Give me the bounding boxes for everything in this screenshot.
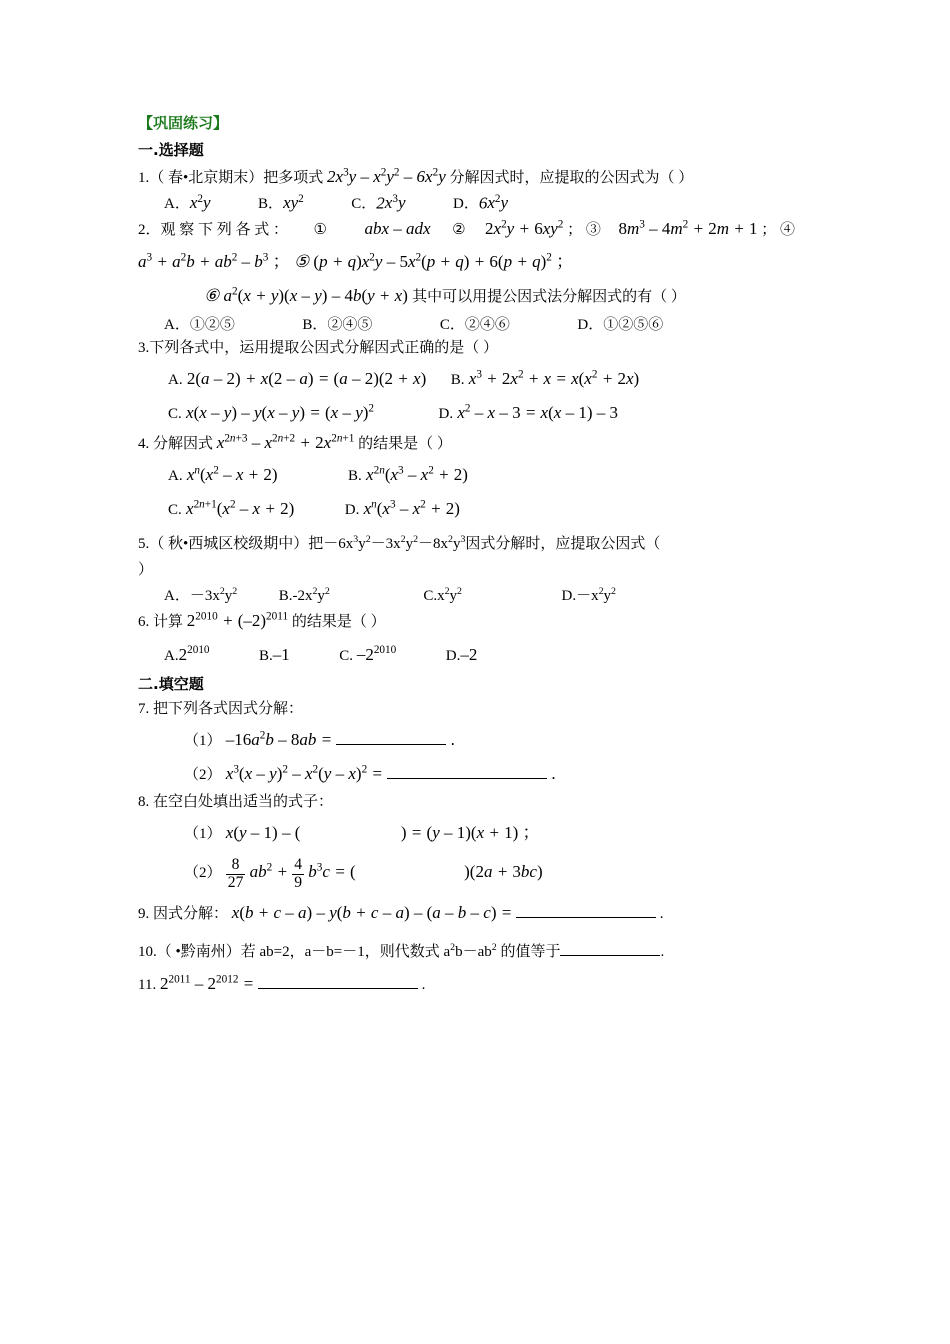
q2-item1-label: ① bbox=[313, 222, 327, 239]
q6-option-b: B.–1 bbox=[259, 644, 290, 664]
q9-tail: . bbox=[659, 906, 664, 923]
question-2-line3 bbox=[138, 279, 838, 313]
q4-option-d: $x^n(x^3 - x^2 + 2)$ bbox=[363, 498, 460, 519]
q8-frac1-numerator: 8 bbox=[226, 857, 246, 874]
q1-option-c: C．$2x^3y$ bbox=[351, 192, 406, 213]
q2-item6-label: ⑥ bbox=[204, 285, 220, 305]
q6-options bbox=[138, 644, 838, 665]
section-title: 【巩固练习】 bbox=[138, 114, 229, 132]
q2-option-b: B．②④⑤ bbox=[302, 316, 373, 333]
question-8: 8. 在空白处填出适当的式子： bbox=[138, 794, 334, 811]
q3-option-a-label: A. bbox=[168, 371, 183, 388]
q3-option-a: 2(a – 2) + x(2 – a) = (a – 2)(2 + x) bbox=[186, 368, 427, 388]
q8-sub2 bbox=[138, 850, 838, 894]
q3-option-d: $x^2 - x - 3 = x(x - 1) - 3$ bbox=[457, 402, 618, 422]
q9-expression: x(b + c – a) – y(b + c – a) – (a – b – c) = bbox=[231, 903, 513, 923]
q5-options bbox=[138, 584, 838, 605]
q2-item4: $a^3 + a^2b + ab^2 - b^3$ bbox=[138, 251, 269, 271]
q4-option-c-label: C. bbox=[168, 502, 182, 519]
q2-item3-label: ③ bbox=[585, 222, 601, 239]
q7-sub1-expression: $-16a^2b - 8ab$ = bbox=[225, 729, 333, 750]
q7-sub2-label: （2） bbox=[184, 767, 222, 784]
question-4 bbox=[138, 430, 838, 456]
q8-sub2-label: （2） bbox=[184, 865, 222, 882]
q4-options-row1 bbox=[138, 458, 838, 492]
q8-sub2-mid2: $b^3c$ = ( bbox=[308, 861, 356, 882]
question-2-line2: $a^3 + a^2b + ab^2 - b^3$ ； ⑤ $(p + q)x^2y - 5x^2(p + q) + 6(p + q)^2$ ； bbox=[138, 251, 574, 271]
q7-sub1 bbox=[138, 723, 838, 757]
q6-text: 6. 计算 bbox=[138, 613, 184, 630]
question-11 bbox=[138, 966, 838, 1002]
q7-sub2-blank[interactable] bbox=[387, 764, 547, 779]
q8-frac1-denominator: 27 bbox=[227, 873, 244, 891]
q10-tail: . bbox=[660, 943, 665, 960]
q9-blank[interactable] bbox=[516, 905, 656, 919]
q5-option-b: $B.-2x^2y^2$ bbox=[278, 585, 330, 604]
question-1 bbox=[138, 164, 838, 190]
q4-option-a: $x^n(x^2 - x + 2)$ bbox=[186, 464, 278, 485]
question-10 bbox=[138, 940, 838, 964]
q6-tail: 的结果是（ ） bbox=[291, 613, 386, 630]
q8-fraction-1 bbox=[226, 857, 246, 891]
q6-option-c: C. $-2^{2010}$ bbox=[339, 644, 397, 664]
q5-text: 5.（ 秋•西城区校级期中）把$-6x^3y^2-3x^2y^2-8x^2y^3$因式分解时，应提取公因式（ bbox=[138, 534, 661, 553]
q2-option-a: A．①②⑤ bbox=[164, 316, 235, 333]
q5-option-a: A．$-3x^2y^2$ bbox=[164, 585, 238, 604]
q2-item2-label: ② bbox=[452, 222, 466, 239]
question-5-line2: ） bbox=[138, 561, 154, 578]
q2-option-c: C．②④⑥ bbox=[439, 316, 510, 333]
q4-expression: $x^{2n+3} - x^{2n+2} + 2x^{2n+1}$ bbox=[216, 432, 355, 452]
q7-sub2 bbox=[138, 757, 838, 791]
question-7: 7. 把下列各式因式分解： bbox=[138, 700, 304, 717]
q11-expression: $2^{2011} - 2^{2012}$ = bbox=[159, 973, 255, 994]
q6-option-d: D.–2 bbox=[445, 644, 478, 664]
q7-sub2-expression: $x^3(x - y)^2 - x^2(y - x)^2$ = bbox=[225, 763, 383, 784]
q11-blank[interactable] bbox=[258, 975, 418, 989]
q5-option-d: $D.-x^2y^2$ bbox=[561, 585, 616, 604]
q4-option-b-label: B. bbox=[348, 468, 362, 485]
q1-option-a: A．$x^2y$ bbox=[164, 192, 211, 213]
q8-frac2-numerator: 4 bbox=[294, 856, 303, 874]
q1-option-d: D．$6x^2y$ bbox=[452, 192, 509, 213]
q4-tail: 的结果是（ ） bbox=[358, 435, 452, 452]
question-6 bbox=[138, 608, 838, 634]
question-9 bbox=[138, 894, 838, 931]
question-2: 2．观 察 下 列 各 式 ： ① abx – adx ② $2x^2y + 6xy^2$ ； ③ $8m^3 - 4m^2 + 2m + 1$ ； ④ bbox=[138, 218, 795, 239]
part2-title: 二.填空题 bbox=[138, 674, 204, 693]
document-content bbox=[138, 112, 838, 1004]
q1-option-b: B．$xy^2$ bbox=[258, 192, 304, 213]
q7-sub2-tail: . bbox=[551, 764, 556, 784]
q3-option-c-label: C. bbox=[168, 405, 182, 422]
q3-option-d-label: D. bbox=[438, 405, 454, 422]
q4-option-d-label: D. bbox=[344, 502, 360, 519]
q11-text: 11. bbox=[138, 977, 157, 994]
question-3: 3.下列各式中，运用提取公因式分解因式正确的是（ ） bbox=[138, 339, 499, 356]
q1-options bbox=[138, 192, 838, 213]
q3-option-b: $x^3 + 2x^2 + x = x(x^2 + 2x)$ bbox=[468, 368, 640, 388]
q2-item3: $8m^3 - 4m^2 + 2m + 1$ bbox=[618, 218, 758, 239]
q8-sub1: （1） x(y – 1) – ( ) = (y – 1)(x + 1) ； bbox=[184, 823, 540, 843]
q7-sub1-tail: . bbox=[450, 730, 455, 750]
q11-tail: . bbox=[421, 977, 426, 994]
q2-tail: 其中可以用提公因式法分解因式的有（ ） bbox=[412, 288, 686, 305]
q4-option-a-label: A. bbox=[168, 468, 183, 485]
q3-option-c: x(x – y) – y(x – y) = (x – y)$^2$ bbox=[186, 402, 375, 422]
q4-option-b: $x^{2n}(x^3 - x^2 + 2)$ bbox=[366, 464, 468, 485]
q4-option-c: $x^{2n+1}(x^2 - x + 2)$ bbox=[186, 498, 295, 519]
q5-option-c: $C.x^2y^2$ bbox=[423, 585, 462, 604]
q2-option-d: D．①②⑤⑥ bbox=[577, 316, 664, 333]
q6-option-a: $A.2^{2010}$ bbox=[164, 644, 210, 664]
q10-text: 10.（ •黔南州）若 ab=2，a－b=－1，则代数式 $a^2b-ab^2$ 的值等于 bbox=[138, 941, 561, 960]
q8-sub2-mid1: $ab^2$ + bbox=[249, 861, 288, 882]
q1-prefix: 1.（ 春•北京期末）把多项式 bbox=[138, 170, 324, 186]
q7-sub1-label: （1） bbox=[184, 733, 222, 750]
q2-item5-label: ⑤ bbox=[293, 251, 310, 271]
q3-options-row2 bbox=[138, 396, 838, 430]
q4-text: 4. 分解因式 bbox=[138, 435, 214, 452]
q4-options-row2 bbox=[138, 492, 838, 526]
q2-item2: $2x^2y + 6xy^2$ bbox=[485, 218, 564, 239]
q2-options bbox=[138, 313, 838, 334]
q7-sub1-blank[interactable] bbox=[336, 730, 446, 745]
q2-item5: $(p + q)x^2y - 5x^2(p + q) + 6(p + q)^2$ bbox=[313, 251, 552, 271]
q10-blank[interactable] bbox=[560, 942, 660, 956]
part1-title: 一.选择题 bbox=[138, 141, 204, 159]
q8-fraction-2 bbox=[292, 857, 304, 891]
q8-sub1-label: （1） bbox=[184, 826, 222, 843]
q8-sub1-part-a: x(y – 1) – ( bbox=[225, 823, 301, 843]
q3-option-b-label: B. bbox=[450, 371, 465, 388]
q8-sub2-tail: )(2a + 3bc) bbox=[464, 862, 543, 882]
q2-item6: $a^2(x + y)(x - y) - 4b(y + x)$ bbox=[223, 285, 408, 305]
q2-item1: abx – adx bbox=[364, 219, 431, 239]
question-5 bbox=[138, 532, 838, 556]
q8-sub1-part-b: ) = (y – 1)(x + 1) bbox=[400, 823, 519, 843]
q8-frac2-denominator: 9 bbox=[294, 873, 303, 891]
q3-options-row1 bbox=[138, 362, 838, 396]
q2-item4-label: ④ bbox=[779, 222, 795, 239]
q1-expression: $2x^3y - x^2y^2 - 6x^2y$ bbox=[327, 166, 446, 186]
q2-lead: 2．观 察 下 列 各 式 ： bbox=[138, 222, 289, 239]
q6-expression: $2^{2010} + (-2)^{2011}$ bbox=[186, 610, 289, 630]
q9-text: 9. 因式分解： bbox=[138, 906, 229, 923]
q1-suffix: 分解因式时，应提取的公因式为（ ） bbox=[449, 170, 694, 186]
